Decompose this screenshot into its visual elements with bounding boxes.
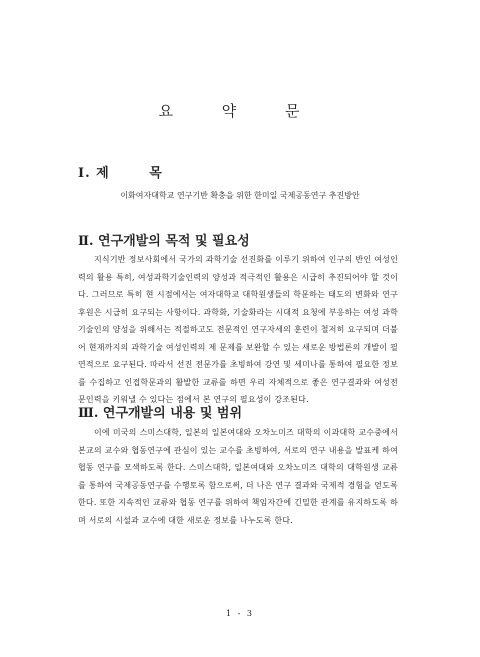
section-3-body: 이에 미국의 스미스대학, 일본의 일본여대와 오차노미즈 대학의 이과대학 교수중에서 본교의 교수와 협동연구에 관심이 있는 교수를 초빙하여, 서로의 연구 내용을 발표케 하여 협동 연구를 모색하도록 한다. 스미스대학, 일본여대와 오차노미즈 대학의 대학원생 교류를 통하여 국제공동연구를 수행토록 함으로써, 더 나은 연구 결과와 국제적 경험을 얻도록 한다. 또한 지속적인 교류와 협동 연구를 위하여 책임자간에 긴밀한 관계를 유지하도록 하며 서로의 시설과 교수에 대한 새로운 정보를 나누도록 한다.: [78, 428, 398, 525]
document-title: 요 약 문: [158, 102, 322, 120]
section-1-number: Ⅰ.: [78, 166, 91, 181]
section-1-title: 제 목: [96, 166, 180, 181]
project-subject: 이화여자대학교 연구기반 확충을 위한 한미일 국제공동연구 추진방안: [120, 191, 360, 200]
section-2-body: 지식기반 정보사회에서 국가의 과학기술 선진화를 이루기 위하여 인구의 반인 여성인력의 활용 특히, 여성과학기술인력의 양성과 적극적인 활용은 시급히 추진되어야 할 것이다. 그러므로 특히 현 시점에서는 여자대학교 대학원생들의 학문하는 태도의 변화와 연구후원은 시급히 요구되는 사항이다. 과학화, 기술화라는 시대적 요청에 부응하는 여성 과학기술인의 양성을 위해서는 적절하고도 전문적인 연구자세의 훈련이 철저히 요구되며 더불어 현재까지의 과학기술 여성인력의 제 문제를 보완할 수 있는 새로운 방법론의 개발이 필연적으로 요구된다. 따라서 선진 전문가를 초빙하여 강연 및 세미나를 통하여 필요한 정보를 수집하고 인접학문과의 활발한 교류를 하면 우리 자체적으로 좋은 연구결과와 여성전문인력을 키워낼 수 있다는 점에서 본 연구의 필요성이 강조된다.: [78, 255, 398, 404]
section-3-heading: Ⅲ. 연구개발의 내용 및 범위: [78, 406, 243, 421]
page-number: 1 - 3: [226, 609, 254, 618]
section-1-heading: [78, 162, 180, 181]
section-2-heading: Ⅱ. 연구개발의 목적 및 필요성: [78, 234, 250, 249]
